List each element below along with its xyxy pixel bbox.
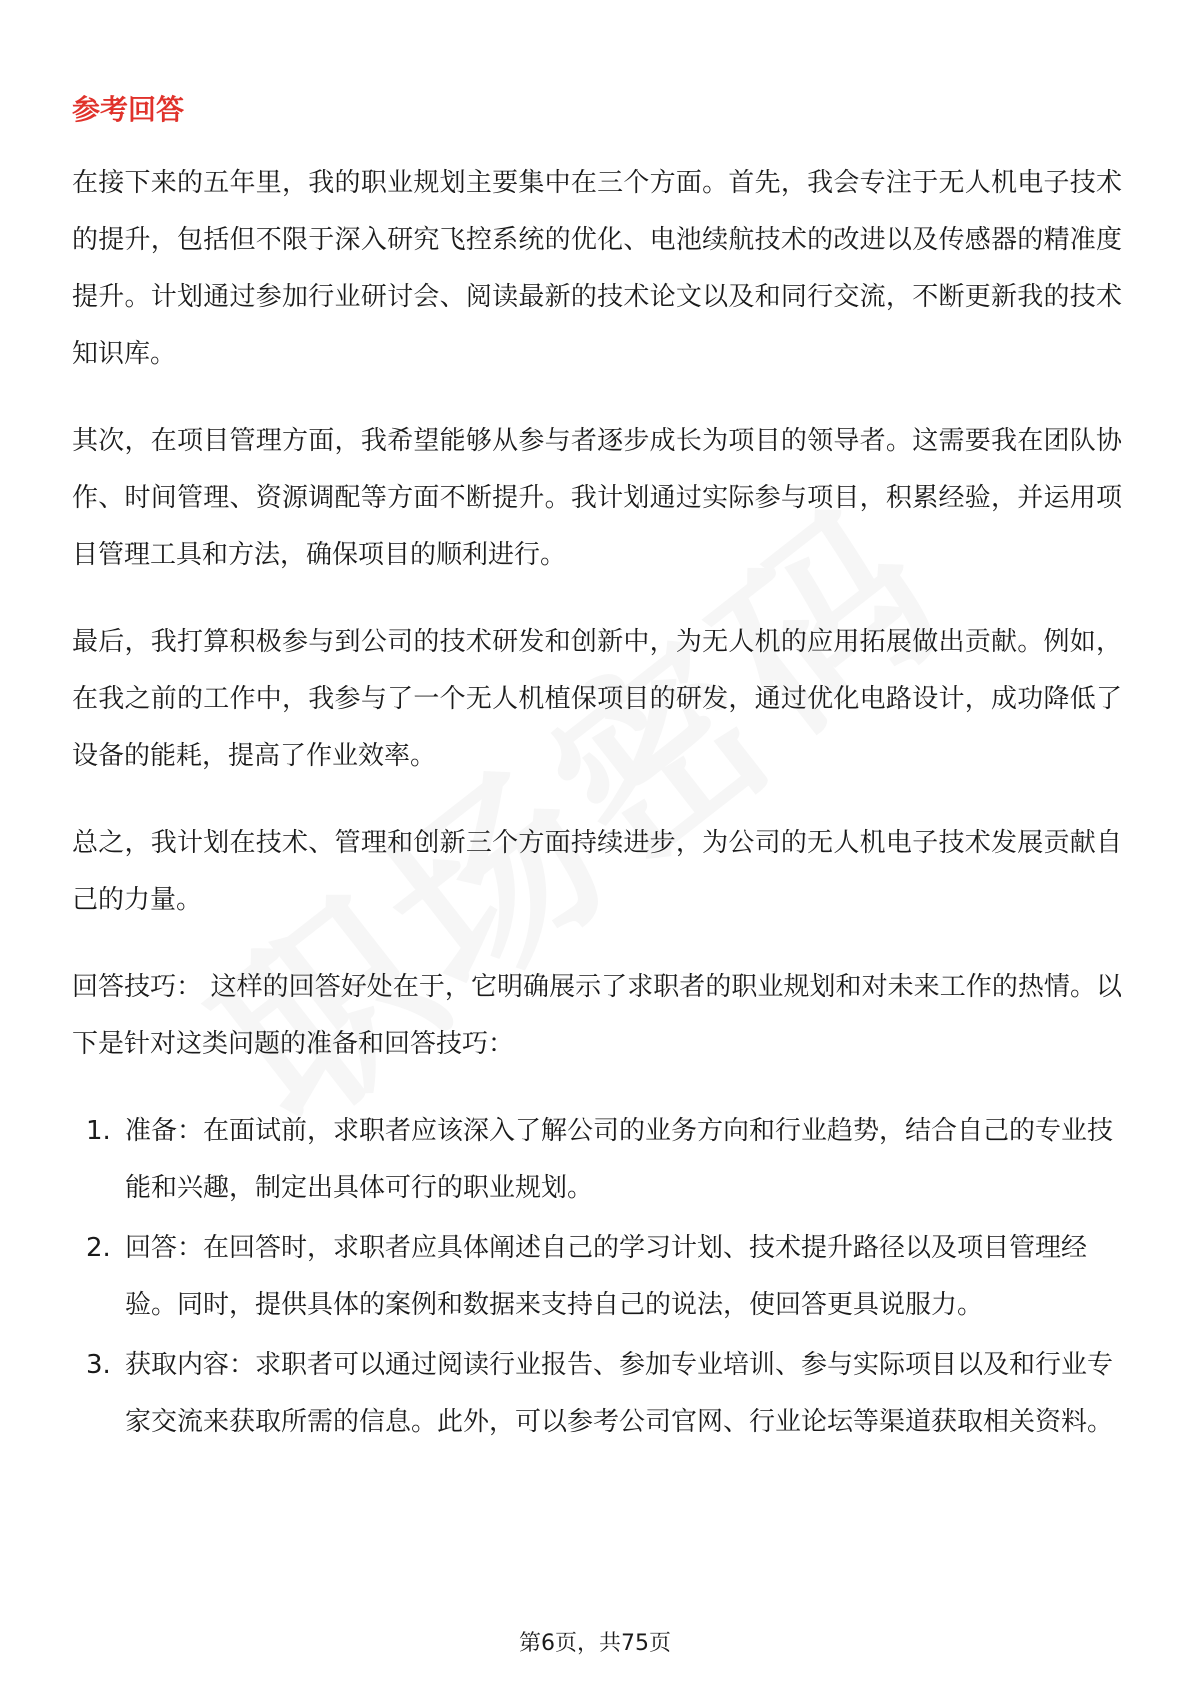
list-item xyxy=(72,1103,1122,1217)
list-item xyxy=(72,1337,1122,1451)
document-body xyxy=(72,155,1122,1454)
paragraph-3: 最后，我打算积极参与到公司的技术研发和创新中，为无人机的应用拓展做出贡献。例如，在我之前的工作中，我参与了一个无人机植保项目的研发，通过优化电路设计，成功降低了设备的能耗，提高了作业效率。 xyxy=(72,627,1122,771)
list-item xyxy=(72,1220,1122,1334)
page-number: 第6页，共75页 xyxy=(519,1631,671,1656)
list-item-text: 获取内容：求职者可以通过阅读行业报告、参加专业培训、参与实际项目以及和行业专家交流来获取所需的信息。此外，可以参考公司官网、行业论坛等渠道获取相关资料。 xyxy=(125,1350,1114,1437)
list-number: 2. xyxy=(86,1233,111,1263)
section-title: 参考回答 xyxy=(72,93,185,126)
paragraph-1: 在接下来的五年里，我的职业规划主要集中在三个方面。首先，我会专注于无人机电子技术的提升，包括但不限于深入研究飞控系统的优化、电池续航技术的改进以及传感器的精准度提升。计划通过参加行业研讨会、阅读最新的技术论文以及和同行交流，不断更新我的技术知识库。 xyxy=(72,168,1122,369)
answer-tips-intro: 回答技巧： 这样的回答好处在于，它明确展示了求职者的职业规划和对未来工作的热情。以下是针对这类问题的准备和回答技巧： xyxy=(72,972,1122,1059)
list-item-text: 回答：在回答时，求职者应具体阐述自己的学习计划、技术提升路径以及项目管理经验。同时，提供具体的案例和数据来支持自己的说法，使回答更具说服力。 xyxy=(125,1233,1088,1320)
paragraph-4: 总之，我计划在技术、管理和创新三个方面持续进步，为公司的无人机电子技术发展贡献自己的力量。 xyxy=(72,828,1122,915)
paragraph-2: 其次，在项目管理方面，我希望能够从参与者逐步成长为项目的领导者。这需要我在团队协作、时间管理、资源调配等方面不断提升。我计划通过实际参与项目，积累经验，并运用项目管理工具和方法，确保项目的顺利进行。 xyxy=(72,426,1122,570)
tips-list xyxy=(72,1103,1122,1451)
list-item-text: 准备：在面试前，求职者应该深入了解公司的业务方向和行业趋势，结合自己的专业技能和兴趣，制定出具体可行的职业规划。 xyxy=(125,1116,1114,1203)
list-number: 3. xyxy=(86,1350,111,1380)
list-number: 1. xyxy=(86,1116,111,1146)
